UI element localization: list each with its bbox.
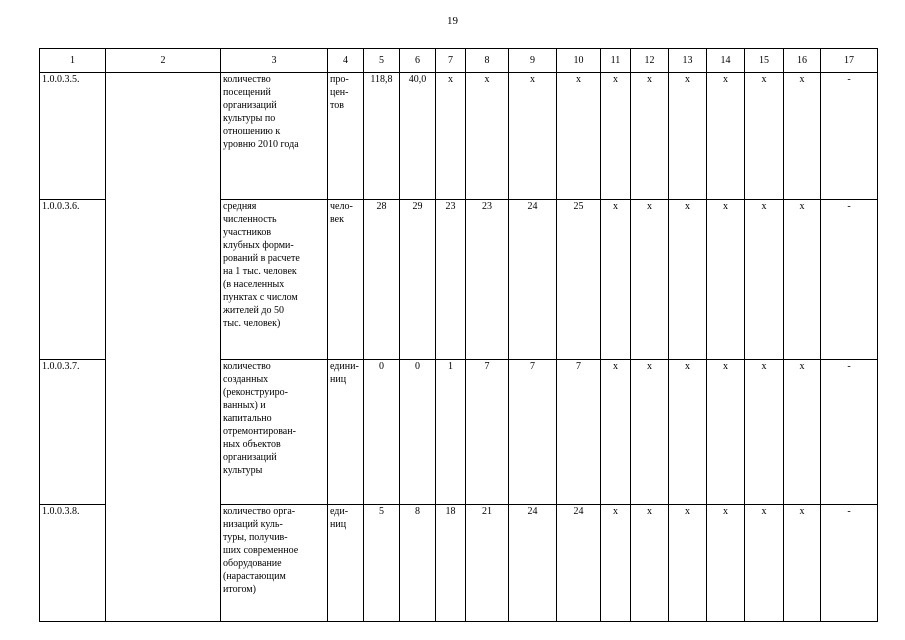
page-number: 19 (447, 15, 458, 27)
value-cell: x (436, 73, 466, 200)
value-cell: x (745, 73, 784, 200)
value-cell: 24 (557, 505, 601, 622)
column-header: 2 (106, 49, 221, 73)
indicator-unit: про- цен- тов (328, 73, 364, 200)
value-cell: x (601, 360, 631, 505)
value-cell: 21 (466, 505, 509, 622)
indicator-unit: чело- век (328, 200, 364, 360)
value-cell: 7 (509, 360, 557, 505)
value-cell: x (707, 505, 745, 622)
indicator-code: 1.0.0.3.5. (40, 73, 106, 200)
column-header: 10 (557, 49, 601, 73)
column-2-merged-cell (106, 73, 221, 622)
value-cell: - (821, 505, 878, 622)
value-cell: x (707, 200, 745, 360)
value-cell: - (821, 73, 878, 200)
indicator-description: количество посещений организаций культуры по отношению к уровню 2010 года (221, 73, 328, 200)
value-cell: x (745, 360, 784, 505)
column-header: 14 (707, 49, 745, 73)
value-cell: 23 (436, 200, 466, 360)
indicator-code: 1.0.0.3.8. (40, 505, 106, 622)
value-cell: x (631, 73, 669, 200)
value-cell: - (821, 200, 878, 360)
value-cell: x (745, 505, 784, 622)
column-header: 3 (221, 49, 328, 73)
value-cell: 0 (364, 360, 400, 505)
column-header: 8 (466, 49, 509, 73)
value-cell: x (557, 73, 601, 200)
header-row (40, 49, 878, 73)
column-header: 4 (328, 49, 364, 73)
value-cell: 18 (436, 505, 466, 622)
value-cell: 118,8 (364, 73, 400, 200)
indicator-description: средняя численность участников клубных форми- рований в расчете на 1 тыс. человек (в населенных пунктах с числом жителей до 50 тыс. человек) (221, 200, 328, 360)
table-row (40, 73, 878, 200)
value-cell: x (601, 200, 631, 360)
value-cell: x (784, 200, 821, 360)
value-cell: - (821, 360, 878, 505)
column-header: 6 (400, 49, 436, 73)
value-cell: 40,0 (400, 73, 436, 200)
value-cell: x (631, 360, 669, 505)
value-cell: x (631, 200, 669, 360)
value-cell: x (784, 505, 821, 622)
value-cell: 24 (509, 505, 557, 622)
column-header: 12 (631, 49, 669, 73)
indicator-code: 1.0.0.3.6. (40, 200, 106, 360)
value-cell: x (784, 73, 821, 200)
value-cell: x (631, 505, 669, 622)
column-header: 5 (364, 49, 400, 73)
value-cell: 25 (557, 200, 601, 360)
indicators-table (39, 48, 878, 622)
value-cell: 7 (557, 360, 601, 505)
value-cell: 24 (509, 200, 557, 360)
indicator-unit: еди- ниц (328, 505, 364, 622)
value-cell: 5 (364, 505, 400, 622)
value-cell: x (601, 73, 631, 200)
value-cell: 1 (436, 360, 466, 505)
indicator-description: количество созданных (реконструиро- ванных) и капитально отремонтирован- ных объектов организаций культуры (221, 360, 328, 505)
column-header: 13 (669, 49, 707, 73)
value-cell: x (745, 200, 784, 360)
value-cell: 7 (466, 360, 509, 505)
indicator-unit: едини- ниц (328, 360, 364, 505)
column-header: 17 (821, 49, 878, 73)
value-cell: x (601, 505, 631, 622)
value-cell: x (707, 73, 745, 200)
value-cell: 29 (400, 200, 436, 360)
column-header: 1 (40, 49, 106, 73)
column-header: 16 (784, 49, 821, 73)
value-cell: 0 (400, 360, 436, 505)
column-header: 9 (509, 49, 557, 73)
column-header: 15 (745, 49, 784, 73)
value-cell: 8 (400, 505, 436, 622)
value-cell: 28 (364, 200, 400, 360)
column-header: 11 (601, 49, 631, 73)
indicator-code: 1.0.0.3.7. (40, 360, 106, 505)
value-cell: x (669, 505, 707, 622)
column-header: 7 (436, 49, 466, 73)
value-cell: x (707, 360, 745, 505)
value-cell: x (466, 73, 509, 200)
value-cell: x (509, 73, 557, 200)
value-cell: 23 (466, 200, 509, 360)
value-cell: x (784, 360, 821, 505)
value-cell: x (669, 360, 707, 505)
indicator-description: количество орга- низаций куль- туры, получив- ших современное оборудование (нарастающим итогом) (221, 505, 328, 622)
value-cell: x (669, 200, 707, 360)
value-cell: x (669, 73, 707, 200)
